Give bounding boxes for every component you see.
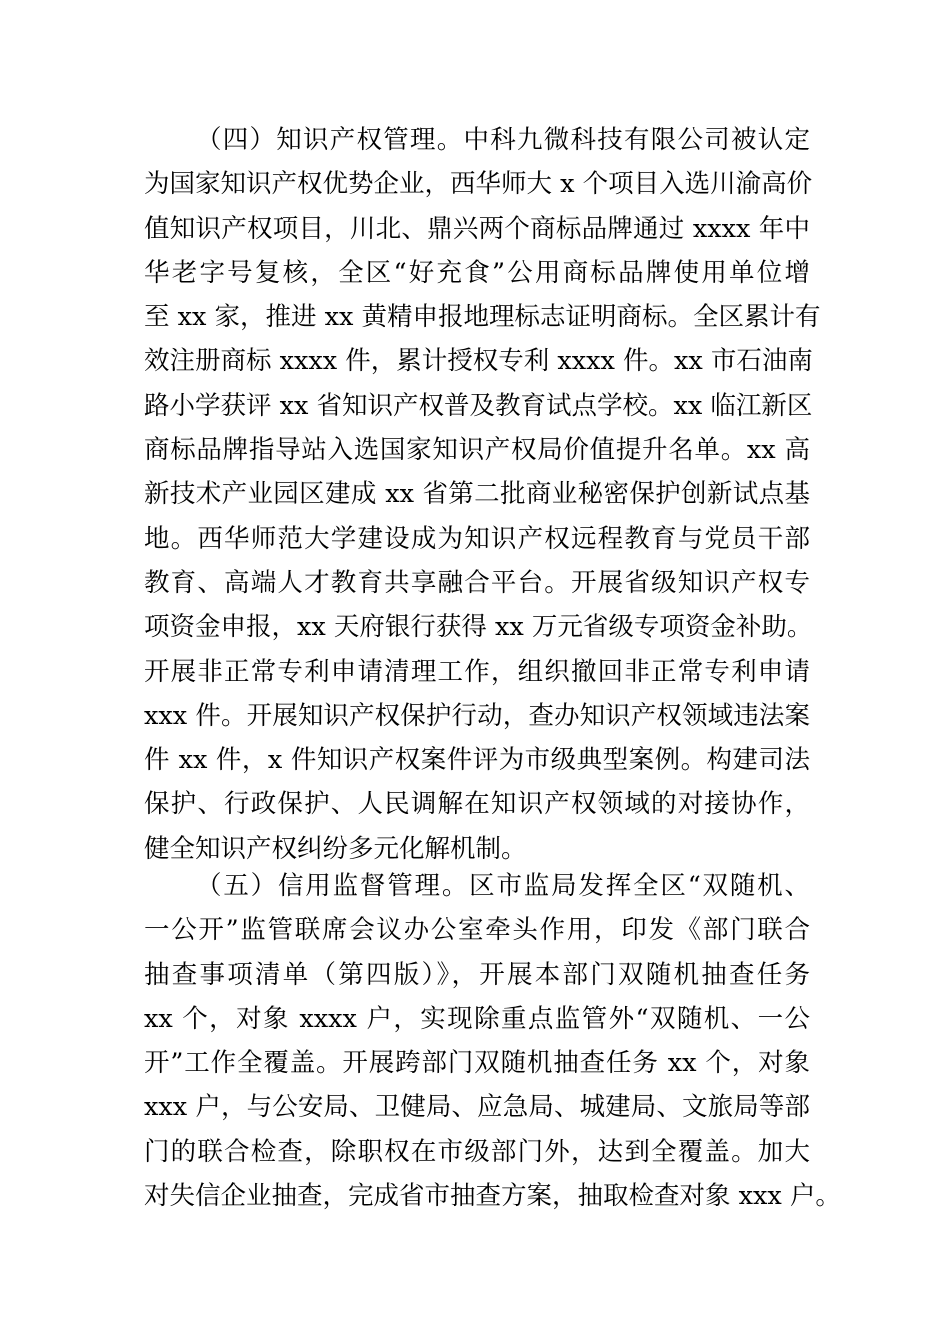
text-line: 新技术产业园区建成 xx 省第二批商业秘密保护创新试点基 (144, 479, 810, 510)
text-line: 地。西华师范大学建设成为知识产权远程教育与党员干部 (144, 523, 810, 554)
text-line: 健全知识产权纠纷多元化解机制。 (144, 833, 527, 864)
text-line: 路小学获评 xx 省知识产权普及教育试点学校。xx 临江新区 (144, 390, 813, 421)
text-line: 至 xx 家，推进 xx 黄精申报地理标志证明商标。全区累计有 (144, 302, 821, 333)
text-line: 件 xx 件，x 件知识产权案件评为市级典型案例。构建司法 (144, 745, 810, 776)
text-line: 对失信企业抽查，完成省市抽查方案，抽取检查对象 xxx 户。 (144, 1181, 841, 1212)
paragraph-credit-supervision (144, 864, 841, 1218)
text-line: 开”工作全覆盖。开展跨部门双随机抽查任务 xx 个，对象 (144, 1048, 810, 1079)
text-line: 门的联合检查，除职权在市级部门外，达到全覆盖。加大 (144, 1136, 810, 1167)
text-line: 华老字号复核，全区“好充食”公用商标品牌使用单位增 (144, 257, 810, 288)
text-line: 保护、行政保护、人民调解在知识产权领域的对接协作， (144, 789, 810, 820)
text-line: 效注册商标 xxxx 件，累计授权专利 xxxx 件。xx 市石油南 (144, 346, 813, 377)
text-line: （五）信用监督管理。区市监局发挥全区“双随机、 (196, 871, 810, 901)
text-line: xxx 件。开展知识产权保护行动，查办知识产权领域违法案 (144, 700, 810, 731)
text-line: 教育、高端人才教育共享融合平台。开展省级知识产权专 (144, 567, 810, 598)
paragraph-ip-management (144, 118, 821, 871)
text-line: 为国家知识产权优势企业，西华师大 x 个项目入选川渝高价 (144, 169, 813, 200)
text-line: 项资金申报，xx 天府银行获得 xx 万元省级专项资金补助。 (144, 612, 813, 643)
text-line: 商标品牌指导站入选国家知识产权局价值提升名单。xx 高 (144, 435, 810, 466)
text-line: （四）知识产权管理。中科九微科技有限公司被认定 (196, 125, 810, 155)
text-line: 开展非正常专利申请清理工作，组织撤回非正常专利申请 (144, 656, 810, 687)
text-line: 抽查事项清单（第四版）》，开展本部门双随机抽查任务 (144, 959, 810, 990)
text-line: xxx 户，与公安局、卫健局、应急局、城建局、文旅局等部 (144, 1092, 810, 1123)
text-line: xx 个，对象 xxxx 户，实现除重点监管外“双随机、一公 (144, 1003, 810, 1034)
text-line: 一公开”监管联席会议办公室牵头作用，印发《部门联合 (144, 915, 810, 946)
text-line: 值知识产权项目，川北、鼎兴两个商标品牌通过 xxxx 年中 (144, 213, 810, 244)
